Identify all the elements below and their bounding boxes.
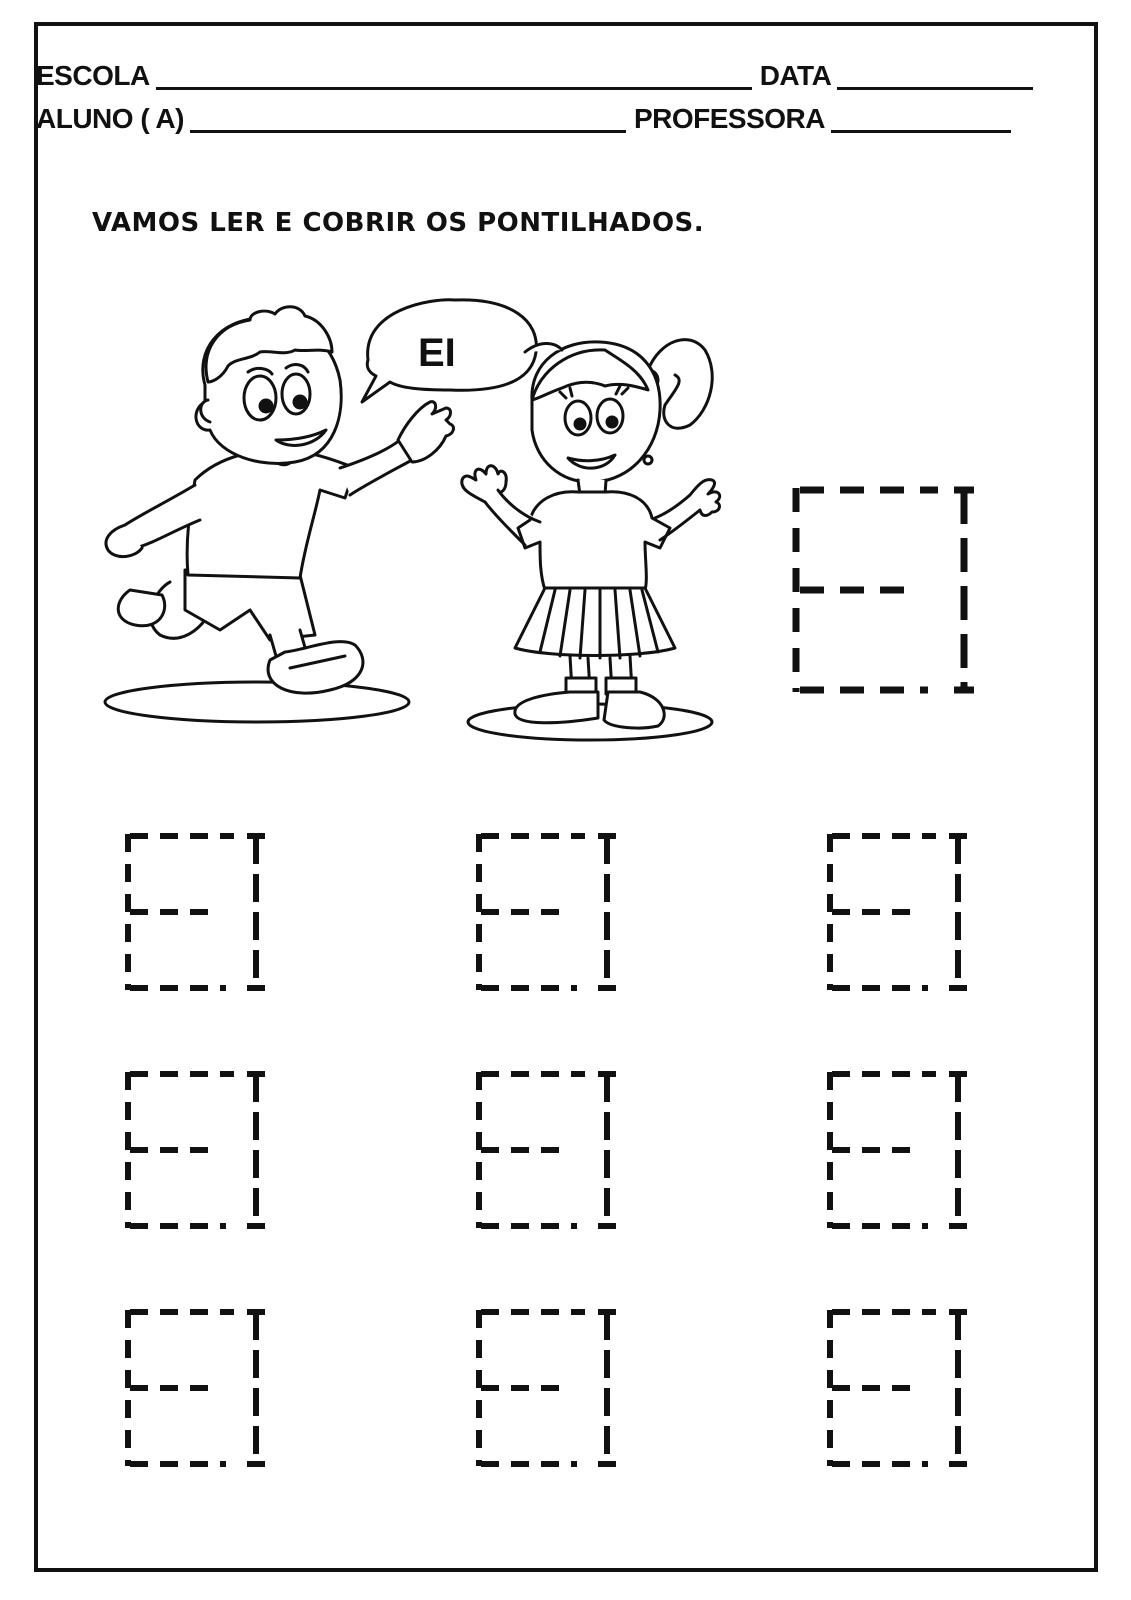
dashed-letter-i-icon: [598, 1074, 616, 1226]
boy-shadow: [105, 682, 409, 722]
dashed-letter-e-icon: [830, 834, 936, 990]
trace-word-r1c2[interactable]: [473, 830, 623, 996]
dashed-letter-i-icon: [949, 836, 967, 988]
date-field[interactable]: [837, 57, 1033, 90]
trace-word-r3c3[interactable]: [824, 1306, 974, 1472]
dashed-letter-e-icon: [479, 1310, 585, 1466]
teacher-label: PROFESSORA: [633, 103, 825, 134]
dashed-letter-e-icon: [479, 1072, 585, 1228]
dashed-letter-e-icon: [479, 834, 585, 990]
girl-icon: [462, 340, 720, 728]
trace-word-r1c1[interactable]: [122, 830, 272, 996]
header-row-school: [36, 50, 1046, 90]
trace-word-r2c2[interactable]: [473, 1068, 623, 1234]
dashed-letter-e-icon: [830, 1310, 936, 1466]
children-illustration: [100, 290, 750, 760]
dashed-letter-i-icon: [598, 836, 616, 988]
dashed-letter-e-icon: [128, 834, 234, 990]
speech-bubble-icon: [362, 300, 536, 402]
dashed-letter-e-icon: [128, 1072, 234, 1228]
student-label: ALUNO ( A): [36, 103, 184, 134]
dashed-letter-e-icon: [796, 488, 938, 692]
dashed-letter-e-icon: [830, 1072, 936, 1228]
school-field[interactable]: [156, 57, 752, 90]
teacher-field[interactable]: [831, 100, 1011, 133]
speech-bubble-text: EI: [418, 331, 456, 375]
trace-word-large[interactable]: [788, 482, 988, 700]
dashed-letter-i-icon: [598, 1312, 616, 1464]
dashed-letter-i-icon: [247, 1312, 265, 1464]
trace-word-r3c1[interactable]: [122, 1306, 272, 1472]
dashed-letter-i-icon: [954, 490, 974, 690]
dashed-letter-i-icon: [247, 1074, 265, 1226]
trace-word-r3c2[interactable]: [473, 1306, 623, 1472]
dashed-letter-i-icon: [949, 1074, 967, 1226]
school-label: ESCOLA: [36, 60, 150, 91]
student-field[interactable]: [190, 100, 626, 133]
instruction-text: VAMOS LER E COBRIR OS PONTILHADOS.: [92, 208, 705, 238]
date-label: DATA: [759, 60, 832, 91]
trace-word-r2c3[interactable]: [824, 1068, 974, 1234]
dashed-letter-i-icon: [247, 836, 265, 988]
dashed-letter-e-icon: [128, 1310, 234, 1466]
dashed-letter-i-icon: [949, 1312, 967, 1464]
header-row-student: [36, 93, 1046, 133]
trace-word-r1c3[interactable]: [824, 830, 974, 996]
trace-word-r2c1[interactable]: [122, 1068, 272, 1234]
